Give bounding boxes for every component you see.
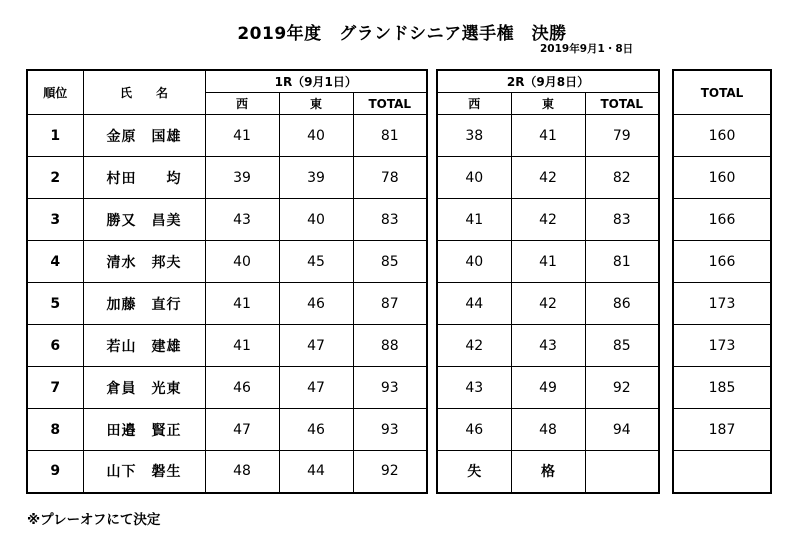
table-row — [673, 283, 771, 325]
table-row — [27, 115, 427, 157]
r1-west-cell: 41 — [205, 115, 279, 157]
table-row — [673, 325, 771, 367]
grand-total-cell: 160 — [673, 115, 771, 157]
r1-total-cell: 88 — [353, 325, 427, 367]
table-row — [673, 241, 771, 283]
r2-total-cell: 83 — [585, 199, 659, 241]
r2-west-cell: 失 — [437, 451, 511, 493]
r2-east-cell: 42 — [511, 157, 585, 199]
r1-west-cell: 39 — [205, 157, 279, 199]
grand-total-cell: 185 — [673, 367, 771, 409]
rank-cell: 8 — [27, 409, 83, 451]
round1-table — [26, 69, 428, 494]
r2-east-cell: 42 — [511, 199, 585, 241]
table-row — [437, 451, 659, 493]
r2-total-cell: 92 — [585, 367, 659, 409]
table-row — [27, 409, 427, 451]
table-row — [437, 283, 659, 325]
grand-total-cell: 160 — [673, 157, 771, 199]
r1-west-cell: 41 — [205, 283, 279, 325]
r1-total-cell: 78 — [353, 157, 427, 199]
grand-total-cell: 166 — [673, 199, 771, 241]
rank-cell: 9 — [27, 451, 83, 493]
table-row — [673, 367, 771, 409]
r1-east-cell: 47 — [279, 367, 353, 409]
r2-east-cell: 格 — [511, 451, 585, 493]
grand-total-cell: 187 — [673, 409, 771, 451]
grand-total-table — [672, 69, 772, 494]
r1-total-cell: 87 — [353, 283, 427, 325]
table-row — [673, 409, 771, 451]
r1-total-cell: 85 — [353, 241, 427, 283]
header-name: 氏 名 — [83, 70, 205, 115]
r1-west-cell: 43 — [205, 199, 279, 241]
header-r2-east: 東 — [511, 93, 585, 115]
player-name-cell: 若山 建雄 — [83, 325, 205, 367]
player-name-cell: 村田 均 — [83, 157, 205, 199]
player-name-cell: 清水 邦夫 — [83, 241, 205, 283]
round2-table — [436, 69, 660, 494]
r1-east-cell: 47 — [279, 325, 353, 367]
page-title: 2019年度 グランドシニア選手権 決勝 — [237, 24, 567, 44]
table-row — [437, 409, 659, 451]
r2-east-cell: 41 — [511, 115, 585, 157]
r2-east-cell: 49 — [511, 367, 585, 409]
table-row — [27, 283, 427, 325]
grand-total-cell: 173 — [673, 325, 771, 367]
r1-total-cell: 81 — [353, 115, 427, 157]
r2-west-cell: 43 — [437, 367, 511, 409]
r2-total-cell: 85 — [585, 325, 659, 367]
header-round1: 1R（9月1日） — [205, 70, 427, 93]
r2-west-cell: 42 — [437, 325, 511, 367]
r1-west-cell: 41 — [205, 325, 279, 367]
r1-total-cell: 93 — [353, 409, 427, 451]
r2-total-cell: 82 — [585, 157, 659, 199]
r1-west-cell: 40 — [205, 241, 279, 283]
r2-total-cell: 86 — [585, 283, 659, 325]
player-name-cell: 山下 磐生 — [83, 451, 205, 493]
table-row — [27, 157, 427, 199]
table-row — [437, 115, 659, 157]
r1-west-cell: 46 — [205, 367, 279, 409]
event-date: 2019年9月1・8日 — [540, 43, 634, 55]
table-row — [27, 367, 427, 409]
table-row — [27, 451, 427, 493]
header-round2: 2R（9月8日） — [437, 70, 659, 93]
r2-total-cell: 94 — [585, 409, 659, 451]
header-grand-total: TOTAL — [673, 70, 771, 115]
grand-total-cell — [673, 451, 771, 493]
r2-west-cell: 40 — [437, 241, 511, 283]
table-row — [673, 451, 771, 493]
r1-east-cell: 46 — [279, 283, 353, 325]
table-row — [437, 367, 659, 409]
header-r1-east: 東 — [279, 93, 353, 115]
table-row — [437, 199, 659, 241]
table-row — [437, 325, 659, 367]
player-name-cell: 金原 国雄 — [83, 115, 205, 157]
table-row — [673, 157, 771, 199]
rank-cell: 5 — [27, 283, 83, 325]
header-r2-west: 西 — [437, 93, 511, 115]
header-r1-west: 西 — [205, 93, 279, 115]
r2-total-cell: 79 — [585, 115, 659, 157]
rank-cell: 2 — [27, 157, 83, 199]
r1-total-cell: 83 — [353, 199, 427, 241]
r1-east-cell: 44 — [279, 451, 353, 493]
grand-total-cell: 166 — [673, 241, 771, 283]
r2-total-cell: 81 — [585, 241, 659, 283]
table-row — [27, 199, 427, 241]
rank-cell: 4 — [27, 241, 83, 283]
player-name-cell: 倉員 光東 — [83, 367, 205, 409]
table-row — [27, 325, 427, 367]
r1-east-cell: 40 — [279, 199, 353, 241]
r2-west-cell: 40 — [437, 157, 511, 199]
table-row — [437, 241, 659, 283]
player-name-cell: 加藤 直行 — [83, 283, 205, 325]
table-row — [437, 157, 659, 199]
table-row — [673, 115, 771, 157]
header-r1-total: TOTAL — [353, 93, 427, 115]
r1-total-cell: 92 — [353, 451, 427, 493]
grand-total-cell: 173 — [673, 283, 771, 325]
rank-cell: 6 — [27, 325, 83, 367]
r2-west-cell: 44 — [437, 283, 511, 325]
r1-east-cell: 39 — [279, 157, 353, 199]
r1-west-cell: 48 — [205, 451, 279, 493]
rank-cell: 1 — [27, 115, 83, 157]
rank-cell: 3 — [27, 199, 83, 241]
player-name-cell: 田邉 賢正 — [83, 409, 205, 451]
r1-east-cell: 46 — [279, 409, 353, 451]
player-name-cell: 勝又 昌美 — [83, 199, 205, 241]
r2-west-cell: 38 — [437, 115, 511, 157]
r2-east-cell: 42 — [511, 283, 585, 325]
table-row — [27, 241, 427, 283]
table-row — [673, 199, 771, 241]
r2-east-cell: 43 — [511, 325, 585, 367]
r1-east-cell: 40 — [279, 115, 353, 157]
rank-cell: 7 — [27, 367, 83, 409]
r1-west-cell: 47 — [205, 409, 279, 451]
playoff-note: ※プレーオフにて決定 — [27, 512, 161, 528]
r2-west-cell: 41 — [437, 199, 511, 241]
r2-east-cell: 41 — [511, 241, 585, 283]
r2-west-cell: 46 — [437, 409, 511, 451]
r2-total-cell — [585, 451, 659, 493]
r2-east-cell: 48 — [511, 409, 585, 451]
header-rank: 順位 — [27, 70, 83, 115]
r1-east-cell: 45 — [279, 241, 353, 283]
r1-total-cell: 93 — [353, 367, 427, 409]
header-r2-total: TOTAL — [585, 93, 659, 115]
